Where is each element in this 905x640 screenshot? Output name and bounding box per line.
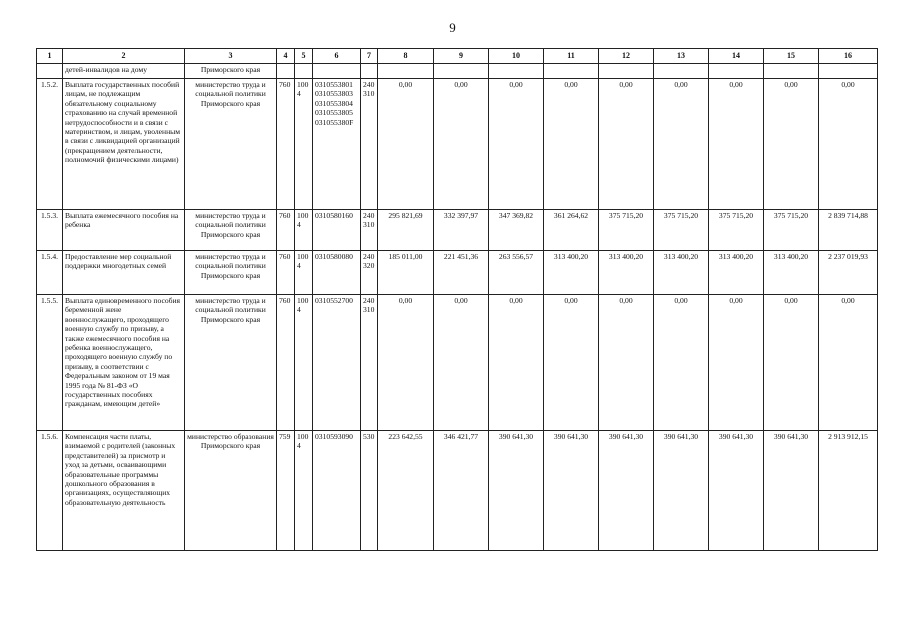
cell-org: министерство труда и социальной политики Приморского края [185,210,277,251]
cell-value: 313 400,20 [599,251,654,295]
cell-value [378,64,434,79]
cell-rzpr: 1004 [295,295,313,431]
cell-org: Приморского края [185,64,277,79]
csr-code: 0310553804 [315,98,353,108]
column-header-11: 11 [544,49,599,64]
cell-grbs [277,64,295,79]
cell-value: 0,00 [599,79,654,210]
cell-value: 0,00 [434,295,489,431]
cell-value [599,64,654,79]
cell-name: Компенсация части платы, взимаемой с родителей (законных представителей) за присмотр и уход за детьми, осваивающими образовательные программы дошкольного образования в организациях, осуществляющих образовательную деятельность [63,431,185,551]
cell-num: 1.5.4. [37,251,63,295]
cell-grbs: 760 [277,251,295,295]
csr-code: 0310553803 [315,89,353,99]
cell-value: 295 821,69 [378,210,434,251]
cell-value: 0,00 [544,295,599,431]
cell-org: министерство образования Приморского края [185,431,277,551]
column-header-10: 10 [489,49,544,64]
csr-code: 0310552700 [315,296,353,305]
cell-num [37,64,63,79]
cell-value: 0,00 [654,79,709,210]
table-row-continuation [37,64,878,79]
cell-vr [361,431,378,551]
cell-value: 0,00 [654,295,709,431]
cell-value: 185 011,00 [378,251,434,295]
vr-code: 240 [363,211,375,220]
cell-grbs: 760 [277,210,295,251]
vr-code: 240 [363,296,375,305]
cell-num: 1.5.3. [37,210,63,251]
vr-code: 310 [363,89,375,99]
cell-value: 0,00 [489,295,544,431]
table-row [37,210,878,251]
cell-value: 0,00 [544,79,599,210]
cell-value: 0,00 [709,79,764,210]
cell-csr [313,64,361,79]
cell-value: 346 421,77 [434,431,489,551]
page-number: 9 [449,20,456,35]
cell-value: 0,00 [599,295,654,431]
csr-code: 0310553801 [315,80,353,89]
cell-name: Выплата единовременного пособия беременной жене военнослужащего, проходящего военную службу по призыву, а также ежемесячного пособия на ребенка военнослужащего, проходящего военную службу по призыву, в соответствии с Федеральным законом от 19 мая 1995 года № 81-ФЗ «О государственных пособиях гражданам, имеющим детей» [63,295,185,431]
csr-code: 0310553805 [315,108,353,118]
vr-code: 320 [363,261,375,271]
column-header-7: 7 [361,49,378,64]
vr-code: 310 [363,220,375,230]
cell-value: 313 400,20 [709,251,764,295]
cell-csr [313,210,361,251]
cell-rzpr [295,64,313,79]
column-header-3: 3 [185,49,277,64]
cell-value [489,64,544,79]
cell-csr [313,251,361,295]
cell-org: министерство труда и социальной политики Приморского края [185,295,277,431]
cell-total: 0,00 [819,79,878,210]
cell-value [434,64,489,79]
cell-num: 1.5.6. [37,431,63,551]
table-row [37,79,878,210]
cell-value: 223 642,55 [378,431,434,551]
column-header-8: 8 [378,49,434,64]
cell-value: 375 715,20 [709,210,764,251]
cell-grbs: 760 [277,79,295,210]
cell-total: 0,00 [819,295,878,431]
csr-code: 031055380F [315,117,354,127]
cell-value [654,64,709,79]
column-header-15: 15 [764,49,819,64]
column-header-1: 1 [37,49,63,64]
header-row [37,49,878,64]
csr-code: 0310593090 [315,432,353,441]
csr-code: 0310580080 [315,252,353,261]
cell-value: 390 641,30 [709,431,764,551]
cell-total: 2 839 714,88 [819,210,878,251]
cell-value: 313 400,20 [654,251,709,295]
cell-vr [361,251,378,295]
cell-rzpr: 1004 [295,251,313,295]
cell-value: 0,00 [709,295,764,431]
column-header-4: 4 [277,49,295,64]
cell-value: 390 641,30 [544,431,599,551]
cell-value [819,64,878,79]
vr-code: 240 [363,252,375,261]
cell-org: министерство труда и социальной политики Приморского края [185,251,277,295]
cell-value [709,64,764,79]
cell-value: 0,00 [434,79,489,210]
cell-vr [361,210,378,251]
column-header-9: 9 [434,49,489,64]
cell-csr [313,431,361,551]
cell-value [544,64,599,79]
cell-value: 0,00 [764,79,819,210]
cell-vr [361,64,378,79]
table-row [37,431,878,551]
budget-table [36,48,878,551]
column-header-5: 5 [295,49,313,64]
cell-value: 332 397,97 [434,210,489,251]
cell-vr [361,79,378,210]
column-header-13: 13 [654,49,709,64]
cell-num: 1.5.2. [37,79,63,210]
cell-value: 0,00 [489,79,544,210]
cell-name: Выплата государственных пособий лицам, не подлежащим обязательному социальному страхованию на случай временной нетрудоспособности и в связи с материнством, и лицам, уволенным в связи с ликвидацией организаций (прекращением деятельности, полномочий физическими лицами) [63,79,185,210]
cell-grbs: 759 [277,431,295,551]
cell-value: 221 451,36 [434,251,489,295]
cell-value [764,64,819,79]
column-header-16: 16 [819,49,878,64]
cell-name: Выплата ежемесячного пособия на ребенка [63,210,185,251]
cell-value: 361 264,62 [544,210,599,251]
cell-total: 2 237 019,93 [819,251,878,295]
cell-value: 0,00 [378,79,434,210]
cell-value: 390 641,30 [599,431,654,551]
column-header-6: 6 [313,49,361,64]
cell-value: 375 715,20 [654,210,709,251]
cell-value: 390 641,30 [489,431,544,551]
table-row [37,295,878,431]
vr-code: 310 [363,305,375,315]
cell-value: 0,00 [764,295,819,431]
table-row [37,251,878,295]
cell-value: 375 715,20 [764,210,819,251]
cell-value: 263 556,57 [489,251,544,295]
vr-code: 240 [363,80,375,89]
column-header-12: 12 [599,49,654,64]
cell-rzpr: 1004 [295,431,313,551]
cell-rzpr: 1004 [295,210,313,251]
cell-csr [313,295,361,431]
cell-csr [313,79,361,210]
cell-grbs: 760 [277,295,295,431]
cell-total: 2 913 912,15 [819,431,878,551]
cell-vr [361,295,378,431]
cell-name: Предоставление мер социальной поддержки многодетных семей [63,251,185,295]
cell-value: 347 369,82 [489,210,544,251]
cell-value: 313 400,20 [544,251,599,295]
cell-name: детей-инвалидов на дому [63,64,185,79]
cell-org: министерство труда и социальной политики Приморского края [185,79,277,210]
cell-value: 313 400,20 [764,251,819,295]
cell-value: 375 715,20 [599,210,654,251]
column-header-2: 2 [63,49,185,64]
csr-code: 0310580160 [315,211,353,220]
cell-value: 0,00 [378,295,434,431]
vr-code: 530 [363,432,375,441]
cell-value: 390 641,30 [764,431,819,551]
cell-rzpr: 1004 [295,79,313,210]
cell-num: 1.5.5. [37,295,63,431]
column-header-14: 14 [709,49,764,64]
cell-value: 390 641,30 [654,431,709,551]
